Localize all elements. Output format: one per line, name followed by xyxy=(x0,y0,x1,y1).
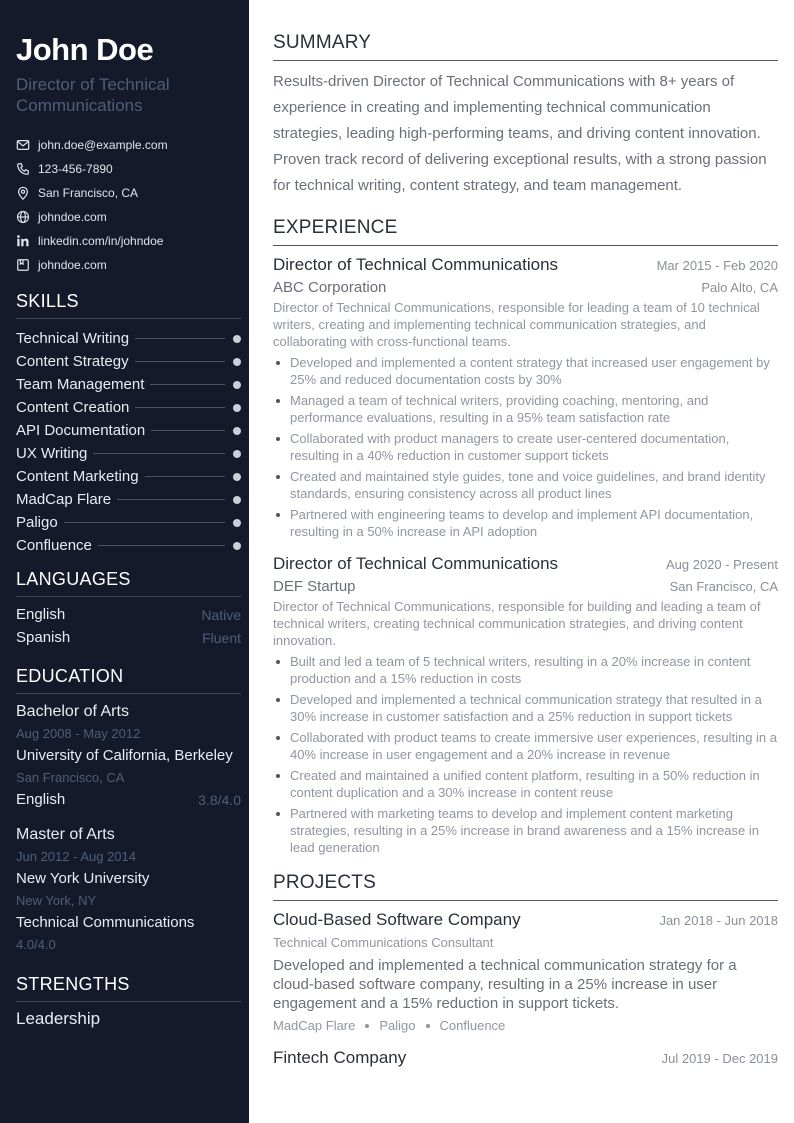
skill-item xyxy=(16,465,241,488)
job-company: ABC Corporation xyxy=(273,279,387,296)
skill-line xyxy=(117,499,225,500)
sidebar xyxy=(0,0,249,1123)
contact-text: San Francisco, CA xyxy=(38,186,139,200)
project-name: Fintech Company xyxy=(273,1048,407,1067)
main-content xyxy=(273,0,778,1068)
contact-list xyxy=(16,133,241,277)
language-item xyxy=(16,626,241,649)
globe-icon xyxy=(16,210,30,224)
job-bullet: Built and led a team of 5 technical writers, resulting in a 20% increase in content production and a 15% reduction in costs xyxy=(273,653,778,687)
skill-line xyxy=(145,476,225,477)
skill-line xyxy=(93,453,225,454)
education-school: New York University xyxy=(16,870,150,887)
project-tags xyxy=(273,1018,778,1033)
languages-section xyxy=(16,569,241,649)
skill-label: MadCap Flare xyxy=(16,491,112,508)
education-entry xyxy=(16,824,241,956)
skill-dot xyxy=(233,519,241,527)
language-item xyxy=(16,603,241,626)
summary-section xyxy=(273,32,778,199)
experience-section xyxy=(273,217,778,856)
skills-list xyxy=(16,327,241,557)
summary-heading: SUMMARY xyxy=(273,32,778,61)
project-description: Developed and implemented a technical communication strategy for a cloud-based software company, resulting in a 25% increase in user engagement and a 15% reduction in support tickets. xyxy=(273,957,737,1012)
project-tag: MadCap Flare xyxy=(273,1018,356,1033)
phone-icon xyxy=(16,162,30,176)
project-entry xyxy=(273,910,778,1033)
projects-section xyxy=(273,872,778,1068)
skill-dot xyxy=(233,381,241,389)
contact-text: 123-456-7890 xyxy=(38,162,113,176)
contact-portfolio[interactable] xyxy=(16,253,241,277)
education-gpa: 4.0/4.0 xyxy=(16,937,56,952)
education-heading: EDUCATION xyxy=(16,666,241,694)
job-bullet: Managed a team of technical writers, providing coaching, mentoring, and performance evaluations, resulting in a 95% team satisfaction rate xyxy=(273,392,778,426)
projects-heading: PROJECTS xyxy=(273,872,778,901)
job-dates: Mar 2015 - Feb 2020 xyxy=(656,258,778,273)
job-company: DEF Startup xyxy=(273,578,356,595)
skill-line xyxy=(64,522,225,523)
languages-heading: LANGUAGES xyxy=(16,569,241,597)
project-name: Cloud-Based Software Company xyxy=(273,910,521,929)
contact-phone[interactable] xyxy=(16,157,241,181)
contact-email[interactable] xyxy=(16,133,241,157)
job-entry xyxy=(273,255,778,540)
job-bullets xyxy=(273,653,778,856)
skill-dot xyxy=(233,450,241,458)
job-bullet: Created and maintained style guides, tone and voice guidelines, and brand identity standards, ensuring consistency across all product lines xyxy=(273,468,778,502)
education-location: New York, NY xyxy=(16,893,97,908)
job-bullet: Collaborated with product managers to create user-centered documentation, resulting in a 40% reduction in customer support tickets xyxy=(273,430,778,464)
strengths-section xyxy=(16,974,241,1029)
contact-linkedin[interactable] xyxy=(16,229,241,253)
contact-text: johndoe.com xyxy=(38,210,107,224)
skill-label: Content Marketing xyxy=(16,468,139,485)
project-tag: Paligo xyxy=(379,1018,416,1033)
job-bullet: Created and maintained a unified content platform, resulting in a 50% reduction in content duplication and a 30% increase in content reuse xyxy=(273,767,778,801)
strengths-heading: STRENGTHS xyxy=(16,974,241,1002)
skill-dot xyxy=(233,404,241,412)
skill-label: API Documentation xyxy=(16,422,146,439)
location-icon xyxy=(16,186,30,200)
job-bullet: Developed and implemented a technical communication strategy that resulted in a 30% increase in customer satisfaction and a 25% reduction in support tickets xyxy=(273,691,778,725)
job-title: Director of Technical Communications xyxy=(273,255,559,274)
job-location: Palo Alto, CA xyxy=(701,280,778,295)
contact-text: johndoe.com xyxy=(38,258,107,272)
education-field: Technical Communications xyxy=(16,914,195,931)
project-dates: Jan 2018 - Jun 2018 xyxy=(659,913,778,928)
skill-dot xyxy=(233,496,241,504)
skill-label: Content Strategy xyxy=(16,353,129,370)
skill-item xyxy=(16,327,241,350)
skills-heading: SKILLS xyxy=(16,291,241,319)
skill-line xyxy=(135,407,225,408)
skill-item xyxy=(16,442,241,465)
job-bullet: Partnered with engineering teams to develop and implement API documentation, resulting in a 50% increase in API adoption xyxy=(273,506,778,540)
project-entry xyxy=(273,1048,778,1068)
education-dates: Aug 2008 - May 2012 xyxy=(16,726,141,741)
skill-line xyxy=(135,338,225,339)
email-icon xyxy=(16,138,30,152)
education-degree: Bachelor of Arts xyxy=(16,703,129,720)
education-field-row xyxy=(16,789,241,811)
education-entry xyxy=(16,701,241,811)
strength-item: Leadership xyxy=(16,1009,101,1028)
skill-line xyxy=(98,545,225,546)
job-entry xyxy=(273,554,778,856)
education-degree: Master of Arts xyxy=(16,826,115,843)
skill-item xyxy=(16,488,241,511)
contact-website[interactable] xyxy=(16,205,241,229)
skill-line xyxy=(150,384,225,385)
skill-line xyxy=(151,430,225,431)
profile-title: Director of Technical Communications xyxy=(16,75,170,115)
summary-text: Results-driven Director of Technical Communications with 8+ years of experience in creating and implementing technical communication strategies, leading high-performing teams, and driving content innovation. Proven track record of delivering exceptional results, with a strong passion for technical writing, content strategy, and team management. xyxy=(273,73,767,194)
language-name: Spanish xyxy=(16,629,71,646)
language-level: Fluent xyxy=(202,629,241,646)
job-location: San Francisco, CA xyxy=(669,579,778,594)
skill-label: Team Management xyxy=(16,376,145,393)
portfolio-icon xyxy=(16,258,30,272)
job-description: Director of Technical Communications, responsible for building and leading a team of technical writers, creating technical communication strategies, and driving content innovation. xyxy=(273,599,761,648)
skill-dot xyxy=(233,358,241,366)
job-dates: Aug 2020 - Present xyxy=(665,557,778,572)
language-level: Native xyxy=(201,606,241,623)
experience-heading: EXPERIENCE xyxy=(273,217,778,246)
skill-item xyxy=(16,396,241,419)
project-tag: Confluence xyxy=(439,1018,506,1033)
contact-text: linkedin.com/in/johndoe xyxy=(38,234,164,248)
education-dates: Jun 2012 - Aug 2014 xyxy=(16,849,136,864)
skill-dot xyxy=(233,542,241,550)
job-title: Director of Technical Communications xyxy=(273,554,559,573)
profile-name: John Doe xyxy=(16,32,154,67)
job-bullet: Partnered with marketing teams to develop and implement content marketing strategies, resulting in a 25% increase in brand awareness and a 15% increase in lead generation xyxy=(273,805,778,856)
tag-separator xyxy=(365,1024,369,1028)
contact-text: john.doe@example.com xyxy=(38,138,168,152)
job-bullet: Collaborated with product teams to create immersive user experiences, resulting in a 40% increase in user engagement and a 20% increase in revenue xyxy=(273,729,778,763)
project-role: Technical Communications Consultant xyxy=(273,935,494,950)
job-bullet: Developed and implemented a content strategy that increased user engagement by 25% and reduced documentation costs by 30% xyxy=(273,354,778,388)
tag-separator xyxy=(426,1024,430,1028)
job-bullets xyxy=(273,354,778,540)
skill-dot xyxy=(233,473,241,481)
skill-item xyxy=(16,373,241,396)
skill-dot xyxy=(233,427,241,435)
skill-label: Technical Writing xyxy=(16,330,130,347)
education-school: University of California, Berkeley xyxy=(16,747,233,764)
skill-label: Content Creation xyxy=(16,399,130,416)
education-gpa: 3.8/4.0 xyxy=(198,792,241,808)
project-dates: Jul 2019 - Dec 2019 xyxy=(661,1051,778,1066)
education-field: English xyxy=(16,791,66,808)
skill-label: UX Writing xyxy=(16,445,88,462)
skill-item xyxy=(16,511,241,534)
job-description: Director of Technical Communications, responsible for leading a team of 10 technical writers, creating and implementing technical communication strategies, and collaborating with cross-functional teams. xyxy=(273,300,760,349)
skill-line xyxy=(135,361,225,362)
education-location: San Francisco, CA xyxy=(16,770,125,785)
skill-label: Confluence xyxy=(16,537,92,554)
language-name: English xyxy=(16,606,66,623)
skill-label: Paligo xyxy=(16,514,58,531)
education-section xyxy=(16,666,241,956)
linkedin-icon xyxy=(16,234,30,248)
skill-item xyxy=(16,419,241,442)
skill-dot xyxy=(233,335,241,343)
skills-section xyxy=(16,291,241,557)
skill-item xyxy=(16,350,241,373)
skill-item xyxy=(16,534,241,557)
contact-location xyxy=(16,181,241,205)
